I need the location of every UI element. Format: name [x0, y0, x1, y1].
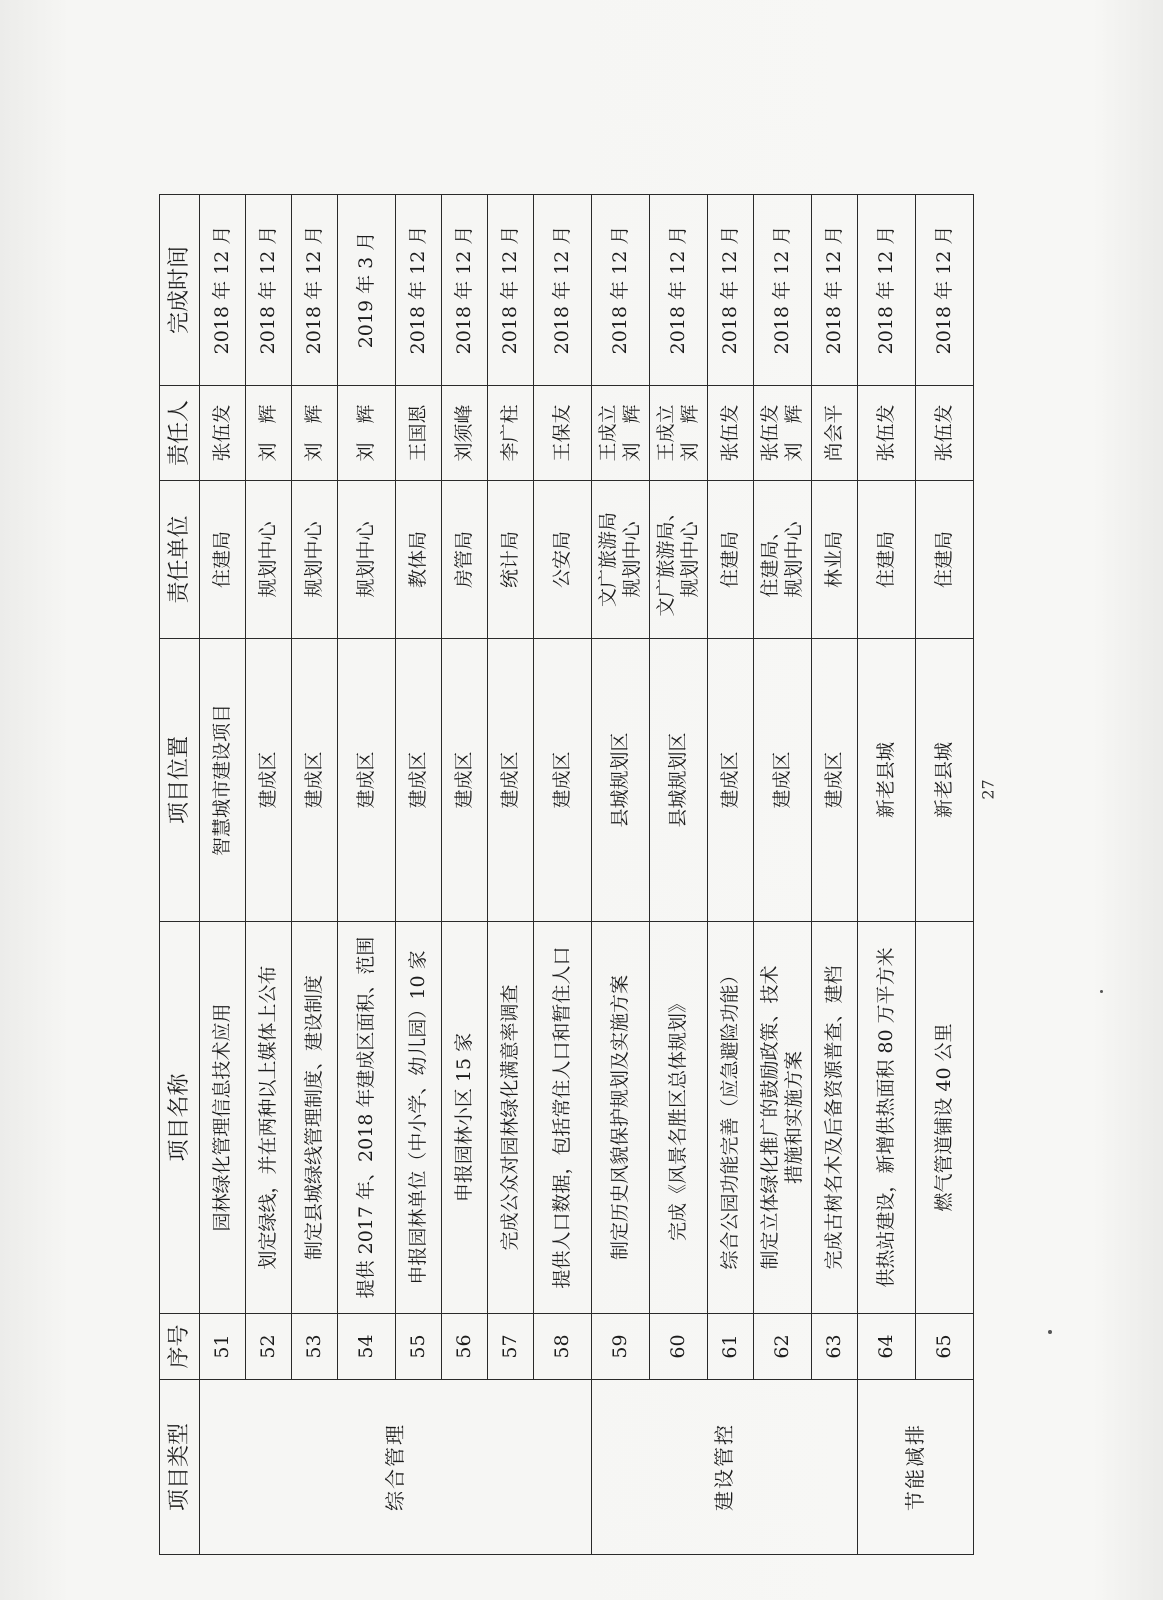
cell-unit-line: 规划中心	[620, 521, 643, 598]
table-row	[488, 195, 534, 1555]
header-unit: 责任单位	[160, 481, 200, 639]
cell-unit: 规划中心	[292, 481, 338, 639]
cell-time: 2018 年 12 月	[396, 195, 442, 386]
table-row	[292, 195, 338, 1555]
project-table	[159, 194, 974, 1555]
header-name: 项目名称	[160, 922, 200, 1314]
cell-time: 2019 年 3 月	[338, 195, 396, 386]
cell-person: 李广柱	[488, 386, 534, 481]
cell-name-line: 措施和实施方案	[782, 1051, 805, 1185]
table-row	[650, 195, 708, 1555]
table-row	[442, 195, 488, 1555]
cell-unit: 规划中心	[338, 481, 396, 639]
cell-person	[592, 386, 650, 481]
table-row	[396, 195, 442, 1555]
table-row	[858, 195, 916, 1555]
cell-person-line: 刘 辉	[782, 404, 805, 462]
header-type: 项目类型	[160, 1380, 200, 1555]
cell-location: 建成区	[246, 639, 292, 922]
cell-person: 刘 辉	[246, 386, 292, 481]
cell-time: 2018 年 12 月	[200, 195, 246, 386]
cell-name: 完成《风景名胜区总体规划》	[650, 922, 708, 1314]
cell-unit: 住建局	[708, 481, 754, 639]
cell-unit: 规划中心	[246, 481, 292, 639]
cell-location: 建成区	[442, 639, 488, 922]
cell-no: 59	[592, 1314, 650, 1380]
cell-name: 申报园林单位（中小学、幼儿园）10 家	[396, 922, 442, 1314]
cell-unit-line: 规划中心	[678, 521, 701, 598]
cell-name: 供热站建设，新增供热面积 80 万平方米	[858, 922, 916, 1314]
cell-name: 完成古树名木及后备资源普查、建档	[812, 922, 858, 1314]
cell-time: 2018 年 12 月	[858, 195, 916, 386]
cell-no: 64	[858, 1314, 916, 1380]
table-row	[754, 195, 812, 1555]
cell-location: 县城规划区	[592, 639, 650, 922]
table-row	[812, 195, 858, 1555]
cell-name: 园林绿化管理信息技术应用	[200, 922, 246, 1314]
cell-no: 56	[442, 1314, 488, 1380]
cell-time: 2018 年 12 月	[650, 195, 708, 386]
cell-no: 58	[534, 1314, 592, 1380]
cell-unit	[650, 481, 708, 639]
table-header-row	[160, 195, 200, 1555]
category-jianshe: 建设管控	[592, 1380, 858, 1555]
cell-no: 52	[246, 1314, 292, 1380]
table-row	[200, 195, 246, 1555]
cell-name	[754, 922, 812, 1314]
cell-unit-line: 文广旅游局	[596, 512, 619, 608]
cell-time: 2018 年 12 月	[488, 195, 534, 386]
page-number: 27	[978, 779, 998, 800]
table-row	[592, 195, 650, 1555]
cell-person	[754, 386, 812, 481]
cell-name: 制定县城绿线管理制度、建设制度	[292, 922, 338, 1314]
cell-unit: 公安局	[534, 481, 592, 639]
cell-name: 提供 2017 年、2018 年建成区面积、范围	[338, 922, 396, 1314]
header-no: 序号	[160, 1314, 200, 1380]
cell-person: 张伍发	[858, 386, 916, 481]
cell-time: 2018 年 12 月	[292, 195, 338, 386]
cell-location: 县城规划区	[650, 639, 708, 922]
cell-name-line: 制定立体绿化推广的鼓励政策、技术	[758, 965, 781, 1270]
cell-unit-line: 文广旅游局、	[654, 502, 677, 617]
cell-location: 建成区	[534, 639, 592, 922]
cell-name: 综合公园功能完善（应急避险功能）	[708, 922, 754, 1314]
cell-person: 张伍发	[708, 386, 754, 481]
cell-no: 60	[650, 1314, 708, 1380]
header-person: 责任人	[160, 386, 200, 481]
cell-person: 张伍发	[200, 386, 246, 481]
cell-person	[650, 386, 708, 481]
category-jieneng: 节能减排	[858, 1380, 974, 1555]
table-row	[534, 195, 592, 1555]
cell-person: 刘 辉	[338, 386, 396, 481]
cell-person: 刘 辉	[292, 386, 338, 481]
cell-no: 54	[338, 1314, 396, 1380]
cell-name: 提供人口数据，包括常住人口和暂住人口	[534, 922, 592, 1314]
header-location: 项目位置	[160, 639, 200, 922]
cell-person: 王国恩	[396, 386, 442, 481]
cell-unit: 住建局	[916, 481, 974, 639]
cell-person: 张伍发	[916, 386, 974, 481]
cell-unit: 住建局	[858, 481, 916, 639]
scan-speck	[1100, 990, 1103, 993]
cell-no: 51	[200, 1314, 246, 1380]
cell-unit: 住建局	[200, 481, 246, 639]
cell-name: 燃气管道铺设 40 公里	[916, 922, 974, 1314]
header-time: 完成时间	[160, 195, 200, 386]
cell-time: 2018 年 12 月	[592, 195, 650, 386]
cell-unit: 统计局	[488, 481, 534, 639]
cell-location: 建成区	[812, 639, 858, 922]
cell-location: 建成区	[488, 639, 534, 922]
scan-speck	[1048, 1330, 1052, 1334]
cell-person: 尚会平	[812, 386, 858, 481]
table-row	[246, 195, 292, 1555]
cell-name: 划定绿线，并在两种以上媒体上公布	[246, 922, 292, 1314]
cell-location: 建成区	[292, 639, 338, 922]
cell-time: 2018 年 12 月	[246, 195, 292, 386]
cell-no: 63	[812, 1314, 858, 1380]
cell-unit: 林业局	[812, 481, 858, 639]
cell-unit: 房管局	[442, 481, 488, 639]
cell-unit	[592, 481, 650, 639]
cell-person-line: 刘 辉	[678, 404, 701, 462]
cell-no: 62	[754, 1314, 812, 1380]
cell-no: 55	[396, 1314, 442, 1380]
cell-name: 制定历史风貌保护规划及实施方案	[592, 922, 650, 1314]
category-zonghe: 综合管理	[200, 1380, 592, 1555]
cell-time: 2018 年 12 月	[708, 195, 754, 386]
cell-location: 建成区	[754, 639, 812, 922]
table-row	[708, 195, 754, 1555]
cell-time: 2018 年 12 月	[534, 195, 592, 386]
cell-time: 2018 年 12 月	[442, 195, 488, 386]
table-row	[338, 195, 396, 1555]
cell-unit-line: 住建局、	[758, 521, 781, 598]
cell-name: 完成公众对园林绿化满意率调查	[488, 922, 534, 1314]
cell-location: 建成区	[396, 639, 442, 922]
cell-name: 申报园林小区 15 家	[442, 922, 488, 1314]
cell-location: 新老县城	[858, 639, 916, 922]
cell-person-line: 张伍发	[758, 404, 781, 462]
table-row	[916, 195, 974, 1555]
cell-unit-line: 规划中心	[782, 521, 805, 598]
cell-unit	[754, 481, 812, 639]
cell-person-line: 王成立	[596, 404, 619, 462]
cell-no: 53	[292, 1314, 338, 1380]
cell-time: 2018 年 12 月	[916, 195, 974, 386]
cell-person-line: 刘 辉	[620, 404, 643, 462]
cell-location: 建成区	[708, 639, 754, 922]
cell-location: 建成区	[338, 639, 396, 922]
cell-location: 智慧城市建设项目	[200, 639, 246, 922]
cell-no: 57	[488, 1314, 534, 1380]
cell-time: 2018 年 12 月	[754, 195, 812, 386]
cell-unit: 教体局	[396, 481, 442, 639]
cell-time: 2018 年 12 月	[812, 195, 858, 386]
cell-no: 65	[916, 1314, 974, 1380]
cell-person-line: 王成立	[654, 404, 677, 462]
cell-person: 王保友	[534, 386, 592, 481]
cell-person: 刘须峰	[442, 386, 488, 481]
cell-no: 61	[708, 1314, 754, 1380]
cell-location: 新老县城	[916, 639, 974, 922]
